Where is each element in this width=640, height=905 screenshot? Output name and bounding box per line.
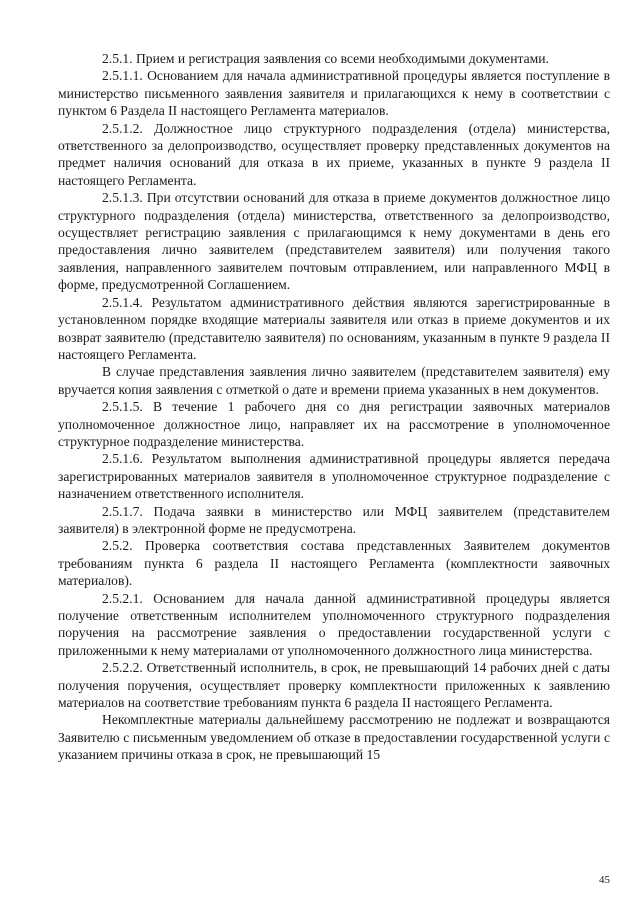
paragraph-2-5-2-2: 2.5.2.2. Ответственный исполнитель, в срок, не превышающий 14 рабочих дней с даты получения поручения, осуществляет проверку комплектности приложенных к заявлению материалов на соответствие требованиям пункта 6 раздела II настоящего Регламента. xyxy=(58,660,610,711)
paragraph-2-5-1-2: 2.5.1.2. Должностное лицо структурного подразделения (отдела) министерства, ответственного за делопроизводство, осуществляет проверку представленных документов на предмет наличия оснований для отказа в их приеме, указанных в пункте 9 раздела II настоящего Регламента. xyxy=(58,120,610,188)
paragraph-2-5-1-1: 2.5.1.1. Основанием для начала административной процедуры является поступление в министерство письменного заявления заявителя и прилагающихся к нему в соответствии с пунктом 6 Раздела II настоящего Регламента материалов. xyxy=(58,68,610,119)
paragraph-2-5-1-6: 2.5.1.6. Результатом выполнения административной процедуры является передача зарегистрированных материалов заявителя в уполномоченное структурное подразделение с назначением ответственного исполнителя. xyxy=(58,451,610,502)
paragraph-incomplete-materials: Некомплектные материалы дальнейшему рассмотрению не подлежат и возвращаются Заявителю с письменным уведомлением об отказе в предоставлении государственной услуги с указанием причины отказа в срок, не превышающий 15 xyxy=(58,712,610,763)
page-number: 45 xyxy=(599,874,610,886)
paragraph-2-5-1-5: 2.5.1.5. В течение 1 рабочего дня со дня регистрации заявочных материалов уполномоченное должностное лицо, направляет их на рассмотрение в уполномоченное структурное подразделение министерства. xyxy=(58,399,610,449)
paragraph-2-5-1: 2.5.1. Прием и регистрация заявления со всеми необходимыми документами. xyxy=(102,51,549,66)
paragraph-personal-submission: В случае представления заявления лично заявителем (представителем заявителя) ему вручается копия заявления с отметкой о дате и времени приема указанных в нем документов. xyxy=(58,364,610,397)
paragraph-2-5-1-3: 2.5.1.3. При отсутствии оснований для отказа в приеме документов должностное лицо структурного подразделения (отдела) министерства, ответственного за делопроизводство, осуществляет регистрацию заявления с прилагающимся к нему документами в день его предоставления лично заявителем (представителем заявителя) или получения такого заявления, направленного заявителем почтовым отправлением, или направленного МФЦ в форме, предусмотренной Соглашением. xyxy=(58,190,610,293)
paragraph-2-5-2: 2.5.2. Проверка соответствия состава представленных Заявителем документов требованиям пункта 6 раздела II настоящего Регламента (комплектности заявочных материалов). xyxy=(58,538,610,589)
paragraph-2-5-1-4: 2.5.1.4. Результатом административного действия являются зарегистрированные в установленном порядке входящие материалы заявителя или отказ в приеме документов и их возврат заявителю (представителю заявителя) по основаниям, указанным в пункте 9 раздела II настоящего Регламента. xyxy=(58,294,610,362)
document-body xyxy=(58,50,610,764)
paragraph-2-5-2-1: 2.5.2.1. Основанием для начала данной административной процедуры является получение ответственным исполнителем уполномоченного структурного подразделения поручения на рассмотрение заявления о предоставлении государственной услуги с приложенными к нему материалами от уполномоченного должностного лица министерства. xyxy=(58,590,610,658)
paragraph-2-5-1-7: 2.5.1.7. Подача заявки в министерство или МФЦ заявителем (представителем заявителя) в электронной форме не предусмотрена. xyxy=(58,503,610,536)
